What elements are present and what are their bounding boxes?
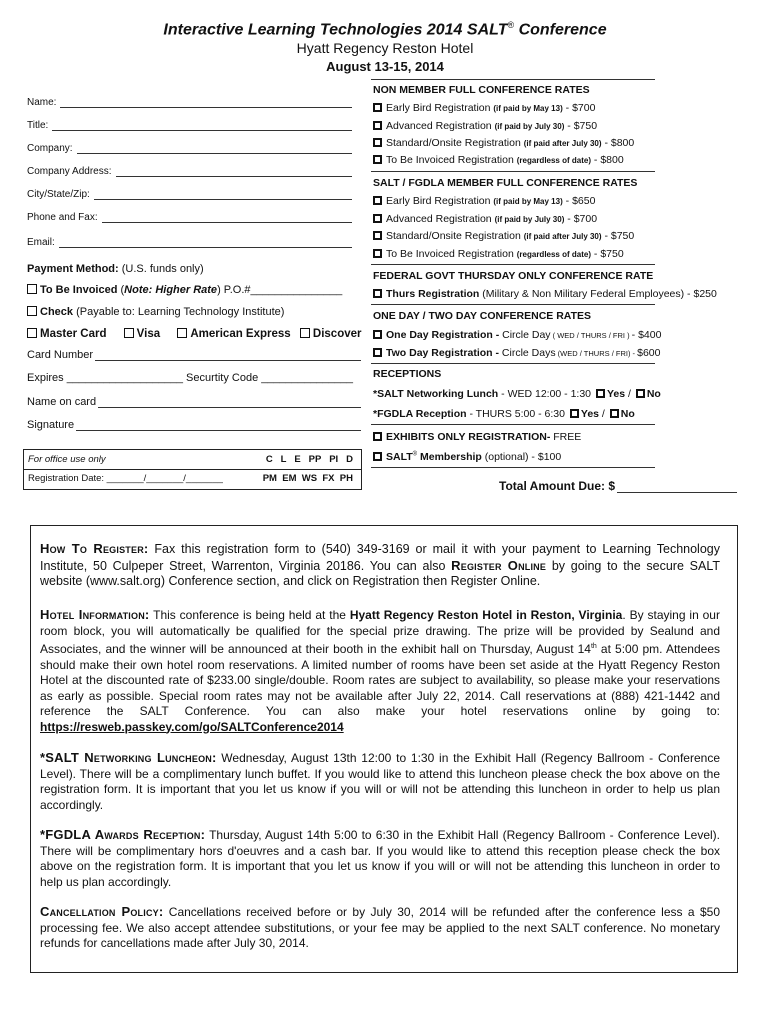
networking-luncheon-info: *SALT Networking Luncheon: Wednesday, August 13th 12:00 to 1:30 in the Exhibit Hall (Regency Ballroom - Conference Level). There will be a complimentary lunch buffet. If you would like to attend this luncheon please check the box above on the registration form. It is important that you let us know if you will or will not be attending this luncheon in order to help us plan accordingly. — [40, 750, 720, 812]
signature-field[interactable]: Signature — [27, 417, 361, 431]
fed-thurs-registration[interactable]: Thurs Registration (Military & Non Military Federal Employees) - $250 — [373, 288, 717, 300]
name-field[interactable]: Name: — [27, 94, 352, 108]
checkbox-icon — [373, 452, 382, 461]
checkbox-icon — [373, 330, 382, 339]
email-field[interactable]: Email: — [27, 234, 352, 248]
checkbox-icon — [610, 409, 619, 418]
member-invoiced[interactable]: To Be Invoiced Registration (regardless of date) - $750 — [373, 248, 624, 260]
checkbox-icon — [373, 289, 382, 298]
office-use-box — [23, 449, 362, 490]
member-rates-title: SALT / FGDLA MEMBER FULL CONFERENCE RATES — [373, 177, 638, 189]
discover-option[interactable]: Discover — [300, 328, 362, 340]
checkbox-icon[interactable] — [27, 306, 37, 316]
checkbox-icon — [373, 103, 382, 112]
member-advanced[interactable]: Advanced Registration (if paid by July 30) - $700 — [373, 213, 597, 225]
check-option[interactable]: Check (Payable to: Learning Technology Institute) — [27, 306, 284, 318]
checkbox-icon — [373, 121, 382, 130]
checkbox-icon[interactable] — [27, 284, 37, 294]
hotel-reservation-link[interactable]: https://resweb.passkey.com/go/SALTConference2014 — [40, 719, 344, 734]
checkbox-icon — [373, 231, 382, 240]
checkbox-icon — [373, 348, 382, 357]
registration-date: Registration Date: _______/_______/_______ — [28, 473, 223, 484]
office-codes-2: PM EM WS FX PH — [262, 473, 353, 484]
receptions-title: RECEPTIONS — [373, 368, 442, 380]
cancellation-policy: Cancellation Policy: Cancellations received before or by July 30, 2014 will be refunded after the conference less a $50 processing fee. We also accept attendee substitutions, or your fee may be applied to the next SALT conference. No monetary refunds for cancellations made after July 30, 2014. — [40, 904, 720, 950]
checkbox-icon — [373, 138, 382, 147]
expires-security-row[interactable]: Expires ___________________ Securtity Code _______________ — [27, 372, 354, 384]
form-title: Interactive Learning Technologies 2014 SALT® Conference — [163, 20, 607, 39]
salt-membership[interactable]: SALT® Membership (optional) - $100 — [373, 451, 561, 463]
networking-lunch-option[interactable]: *SALT Networking Lunch - WED 12:00 - 1:30 Yes / No — [373, 388, 661, 400]
fed-rate-title: FEDERAL GOVT THURSDAY ONLY CONFERENCE RATE — [373, 270, 654, 282]
invoiced-option[interactable]: To Be Invoiced (Note: Higher Rate) P.O.#_______________ — [27, 284, 342, 296]
phone-fax-field[interactable]: Phone and Fax: — [27, 209, 352, 223]
one-day-registration[interactable]: One Day Registration - Circle Day ( WED / THURS / FRI ) - $400 — [373, 329, 661, 341]
checkbox-icon — [373, 214, 382, 223]
total-amount-due[interactable]: Total Amount Due: $ — [499, 479, 737, 493]
office-codes-1: C L E PP PI D — [265, 454, 353, 465]
two-day-registration[interactable]: Two Day Registration - Circle Days (WED / THURS / FRI) - $600 — [373, 347, 660, 359]
member-early-bird[interactable]: Early Bird Registration (if paid by May 13) - $650 — [373, 195, 595, 207]
card-types — [27, 328, 362, 340]
exhibits-only-registration[interactable]: EXHIBITS ONLY REGISTRATION- FREE — [373, 431, 581, 443]
checkbox-icon — [373, 155, 382, 164]
company-address-field[interactable]: Company Address: — [27, 163, 352, 177]
checkbox-icon — [373, 432, 382, 441]
conference-dates: August 13-15, 2014 — [326, 59, 444, 74]
checkbox-icon — [596, 389, 605, 398]
checkbox-icon — [373, 249, 382, 258]
nonmember-invoiced[interactable]: To Be Invoiced Registration (regardless of date) - $800 — [373, 154, 624, 166]
payment-method-label: Payment Method: (U.S. funds only) — [27, 263, 204, 275]
nonmember-advanced[interactable]: Advanced Registration (if paid by July 30) - $750 — [373, 120, 597, 132]
fgdla-reception-option[interactable]: *FGDLA Reception - THURS 5:00 - 6:30 Yes / No — [373, 408, 635, 420]
checkbox-icon — [373, 196, 382, 205]
hotel-information: Hotel Information: This conference is being held at the Hyatt Regency Reston Hotel in Reston, Virginia. By staying in our room block, you will automatically be qualified for the special prize drawing. The prize will be provided by Sealund and Associates, and the winner will be announced at their booth in the exhibit hall on Thursday, August 14th at 5:00 pm. Attendees should make their own hotel room reservations. A limited number of rooms have been set aside at the Hyatt Regency Reston Hotel at the discounted rate of $233.00 single/double. Room rates are subject to availability, so please make your reservations as early as possible. Special room rates may not be available after July 22, 2014. Call reservations at (888) 421-1442 and reference the SALT Conference. You can also make your hotel reservations online by going to: https://resweb.passkey.com/go/SALTConference2014 — [40, 607, 720, 734]
visa-option[interactable]: Visa — [124, 328, 160, 340]
checkbox-icon — [636, 389, 645, 398]
awards-reception-info: *FGDLA Awards Reception: Thursday, August 14th 5:00 to 6:30 in the Exhibit Hall (Regency Ballroom - Conference Level). There will be complimentary hors d'oeuvres and a cash bar. If you would like to attend this reception please check the box above on the registration form. It is important that you let us know if you will or will not be attending this luncheon in order to help us plan accordingly. — [40, 827, 721, 889]
member-standard[interactable]: Standard/Onsite Registration (if paid after July 30) - $750 — [373, 230, 634, 242]
oneday-twoday-title: ONE DAY / TWO DAY CONFERENCE RATES — [373, 310, 592, 322]
mastercard-option[interactable]: Master Card — [27, 328, 106, 340]
card-number-field[interactable]: Card Number — [27, 347, 361, 361]
name-on-card-field[interactable]: Name on card — [27, 394, 361, 408]
venue: Hyatt Regency Reston Hotel — [296, 40, 474, 56]
company-field[interactable]: Company: — [27, 140, 352, 154]
nonmember-standard[interactable]: Standard/Onsite Registration (if paid after July 30) - $800 — [373, 137, 634, 149]
how-to-register: How To Register: Fax this registration form to (540) 349-3169 or mail it with your payment to Learning Technology Institute, 50 Culpeper Street, Warrenton, Virginia 20186. You can also Register Online by going to the secure SALT website (www.salt.org) Conference section, and click on Registration then Register Online. — [40, 541, 720, 588]
title-field[interactable]: Title: — [27, 117, 352, 131]
nonmember-rates-title: NON MEMBER FULL CONFERENCE RATES — [373, 84, 590, 96]
city-state-zip-field[interactable]: City/State/Zip: — [27, 186, 352, 200]
office-use-label: For office use only — [28, 454, 106, 465]
amex-option[interactable]: American Express — [177, 328, 290, 340]
nonmember-early-bird[interactable]: Early Bird Registration (if paid by May 13) - $700 — [373, 102, 595, 114]
checkbox-icon — [570, 409, 579, 418]
